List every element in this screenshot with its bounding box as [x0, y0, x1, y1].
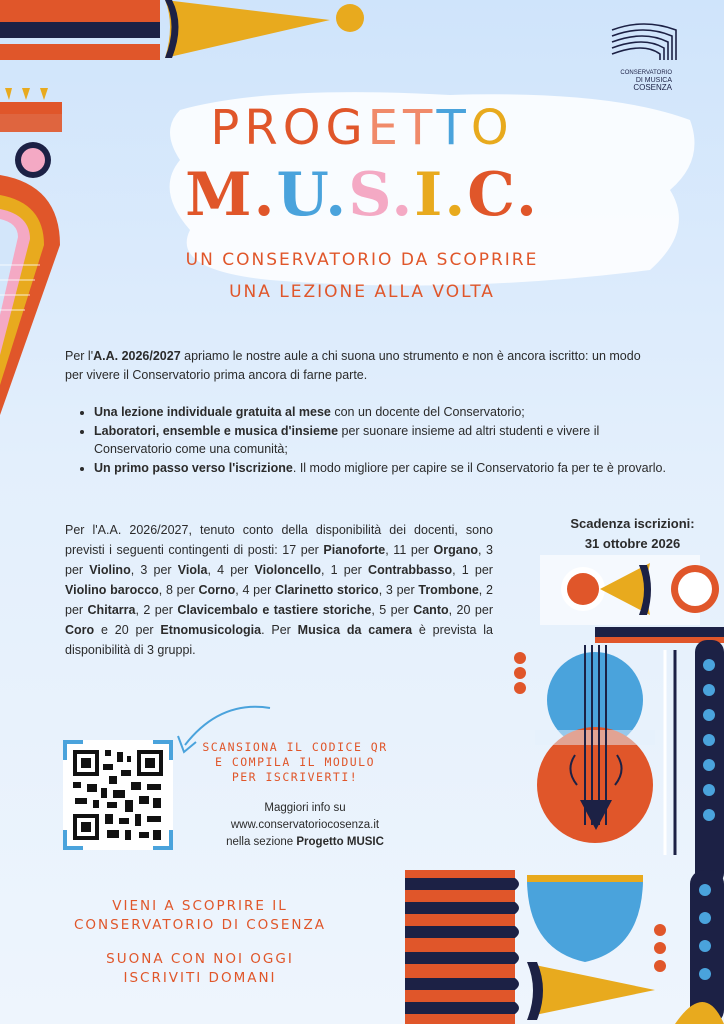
quota-text: , 2 per — [135, 603, 178, 617]
title-letter: O — [470, 100, 514, 156]
quota-text: e 20 per — [94, 623, 161, 637]
website-link[interactable]: www.conservatoriocosenza.it — [230, 819, 380, 831]
instrument-name: Chitarra — [87, 603, 136, 617]
title-letter: T — [436, 100, 471, 156]
quota-text: , 2 per — [65, 583, 493, 617]
piano-keys-icon — [405, 870, 724, 1024]
trumpet-icon — [0, 0, 380, 60]
quota-paragraph — [65, 520, 493, 660]
bottom-cta-2: SUONA CON NOI OGGI ISCRIVITI DOMANI — [106, 951, 294, 986]
title-word-2 — [0, 160, 724, 230]
quota-text: , 3 per — [65, 543, 494, 577]
benefit-item: • Laboratori, ensemble e musica d'insieme per suonare insieme ad altri studenti e vivere il Conservatorio come una comunità; — [94, 422, 669, 459]
instrument-name: Viola — [177, 563, 208, 577]
more-info: Maggiori info su www.conservatoriocosenza.it nella sezione Progetto MUSIC — [190, 800, 420, 851]
title-letter: S — [348, 160, 392, 230]
deadline-label: Scadenza iscrizioni: — [570, 516, 695, 531]
quota-text: , 5 per — [371, 603, 414, 617]
logo-line1: CONSERVATORIO — [620, 70, 672, 76]
quota-text: , 4 per — [207, 563, 255, 577]
deadline-date: 31 ottobre 2026 — [584, 536, 681, 551]
title-letter: M — [185, 160, 254, 230]
quota-text: , 20 per — [448, 603, 493, 617]
quota-text: Per l'A.A. 2026/2027, tenuto conto della disponibilità dei docenti, sono previsti i seguenti contingenti di posti: 17 per — [65, 523, 493, 557]
subtitle-line-1: UN CONSERVATORIO DA SCOPRIRE — [185, 250, 539, 270]
instrument-name: Trombone — [418, 583, 479, 597]
instrument-name: Canto — [413, 603, 449, 617]
instrument-name: Contrabbasso — [368, 563, 453, 577]
title-letter: C — [467, 160, 516, 230]
logo-line3: COSENZA — [633, 83, 672, 92]
quota-text: , 8 per — [158, 583, 199, 597]
quota-text: è prevista la disponibilità di 3 gruppi. — [65, 623, 493, 657]
benefit-item: • Un primo passo verso l'iscrizione. Il modo migliore per capire se il Conservatorio fa per te è provarlo. — [94, 459, 669, 478]
title-letter: . — [253, 160, 277, 230]
title-letter: . — [391, 160, 415, 230]
instrument-name: Coro — [65, 623, 95, 637]
quota-text: , 1 per — [320, 563, 369, 577]
instrument-name: Etnomusicologia — [160, 623, 262, 637]
quota-text: , 3 per — [378, 583, 419, 597]
quota-text: . Per — [261, 623, 298, 637]
title-letter: ET — [367, 100, 437, 156]
quota-text: , 3 per — [130, 563, 178, 577]
title-letter: PROG — [210, 100, 368, 156]
instrument-name: Violino — [89, 563, 131, 577]
qr-code[interactable] — [63, 740, 173, 850]
instrument-name: Violino barocco — [65, 583, 159, 597]
quota-text: , 4 per — [235, 583, 275, 597]
title-letter: . — [515, 160, 539, 230]
qr-instructions: SCANSIONA IL CODICE QR E COMPILA IL MODULO PER ISCRIVERTI! — [202, 740, 388, 784]
instrument-name: Violoncello — [254, 563, 321, 577]
instrument-name: Corno — [198, 583, 236, 597]
benefits-list — [78, 403, 669, 477]
subtitle-line-2: UNA LEZIONE ALLA VOLTA — [229, 282, 495, 302]
instrument-name: Organo — [433, 543, 478, 557]
benefit-item: • Una lezione individuale gratuita al mese con un docente del Conservatorio; — [94, 403, 669, 422]
title-letter: . — [444, 160, 468, 230]
instrument-name: Clarinetto storico — [274, 583, 379, 597]
violin-icon — [505, 555, 724, 885]
quota-text: , 11 per — [385, 543, 434, 557]
title-letter: I — [414, 160, 445, 230]
instrument-name: Musica da camera — [297, 623, 413, 637]
deadline-box — [550, 514, 715, 554]
quota-text: , 1 per — [452, 563, 493, 577]
instrument-name: Clavicembalo e tastiere storiche — [177, 603, 372, 617]
title-letter: U — [276, 160, 326, 230]
title-word-1 — [0, 100, 724, 156]
intro-paragraph: Per l'A.A. 2026/2027 apriamo le nostre aule a chi suona uno strumento e non è ancora iscritto: un modo per vivere il Conservatorio prima ancora di farne parte. — [65, 349, 641, 382]
logo-line2: DI MUSICA — [635, 77, 672, 84]
instrument-name: Pianoforte — [323, 543, 386, 557]
title-letter: . — [325, 160, 349, 230]
bottom-cta-1: VIENI A SCOPRIRE IL CONSERVATORIO DI COSENZA — [73, 898, 326, 933]
qr-code-icon — [63, 740, 173, 850]
conservatory-logo-icon — [608, 20, 680, 70]
